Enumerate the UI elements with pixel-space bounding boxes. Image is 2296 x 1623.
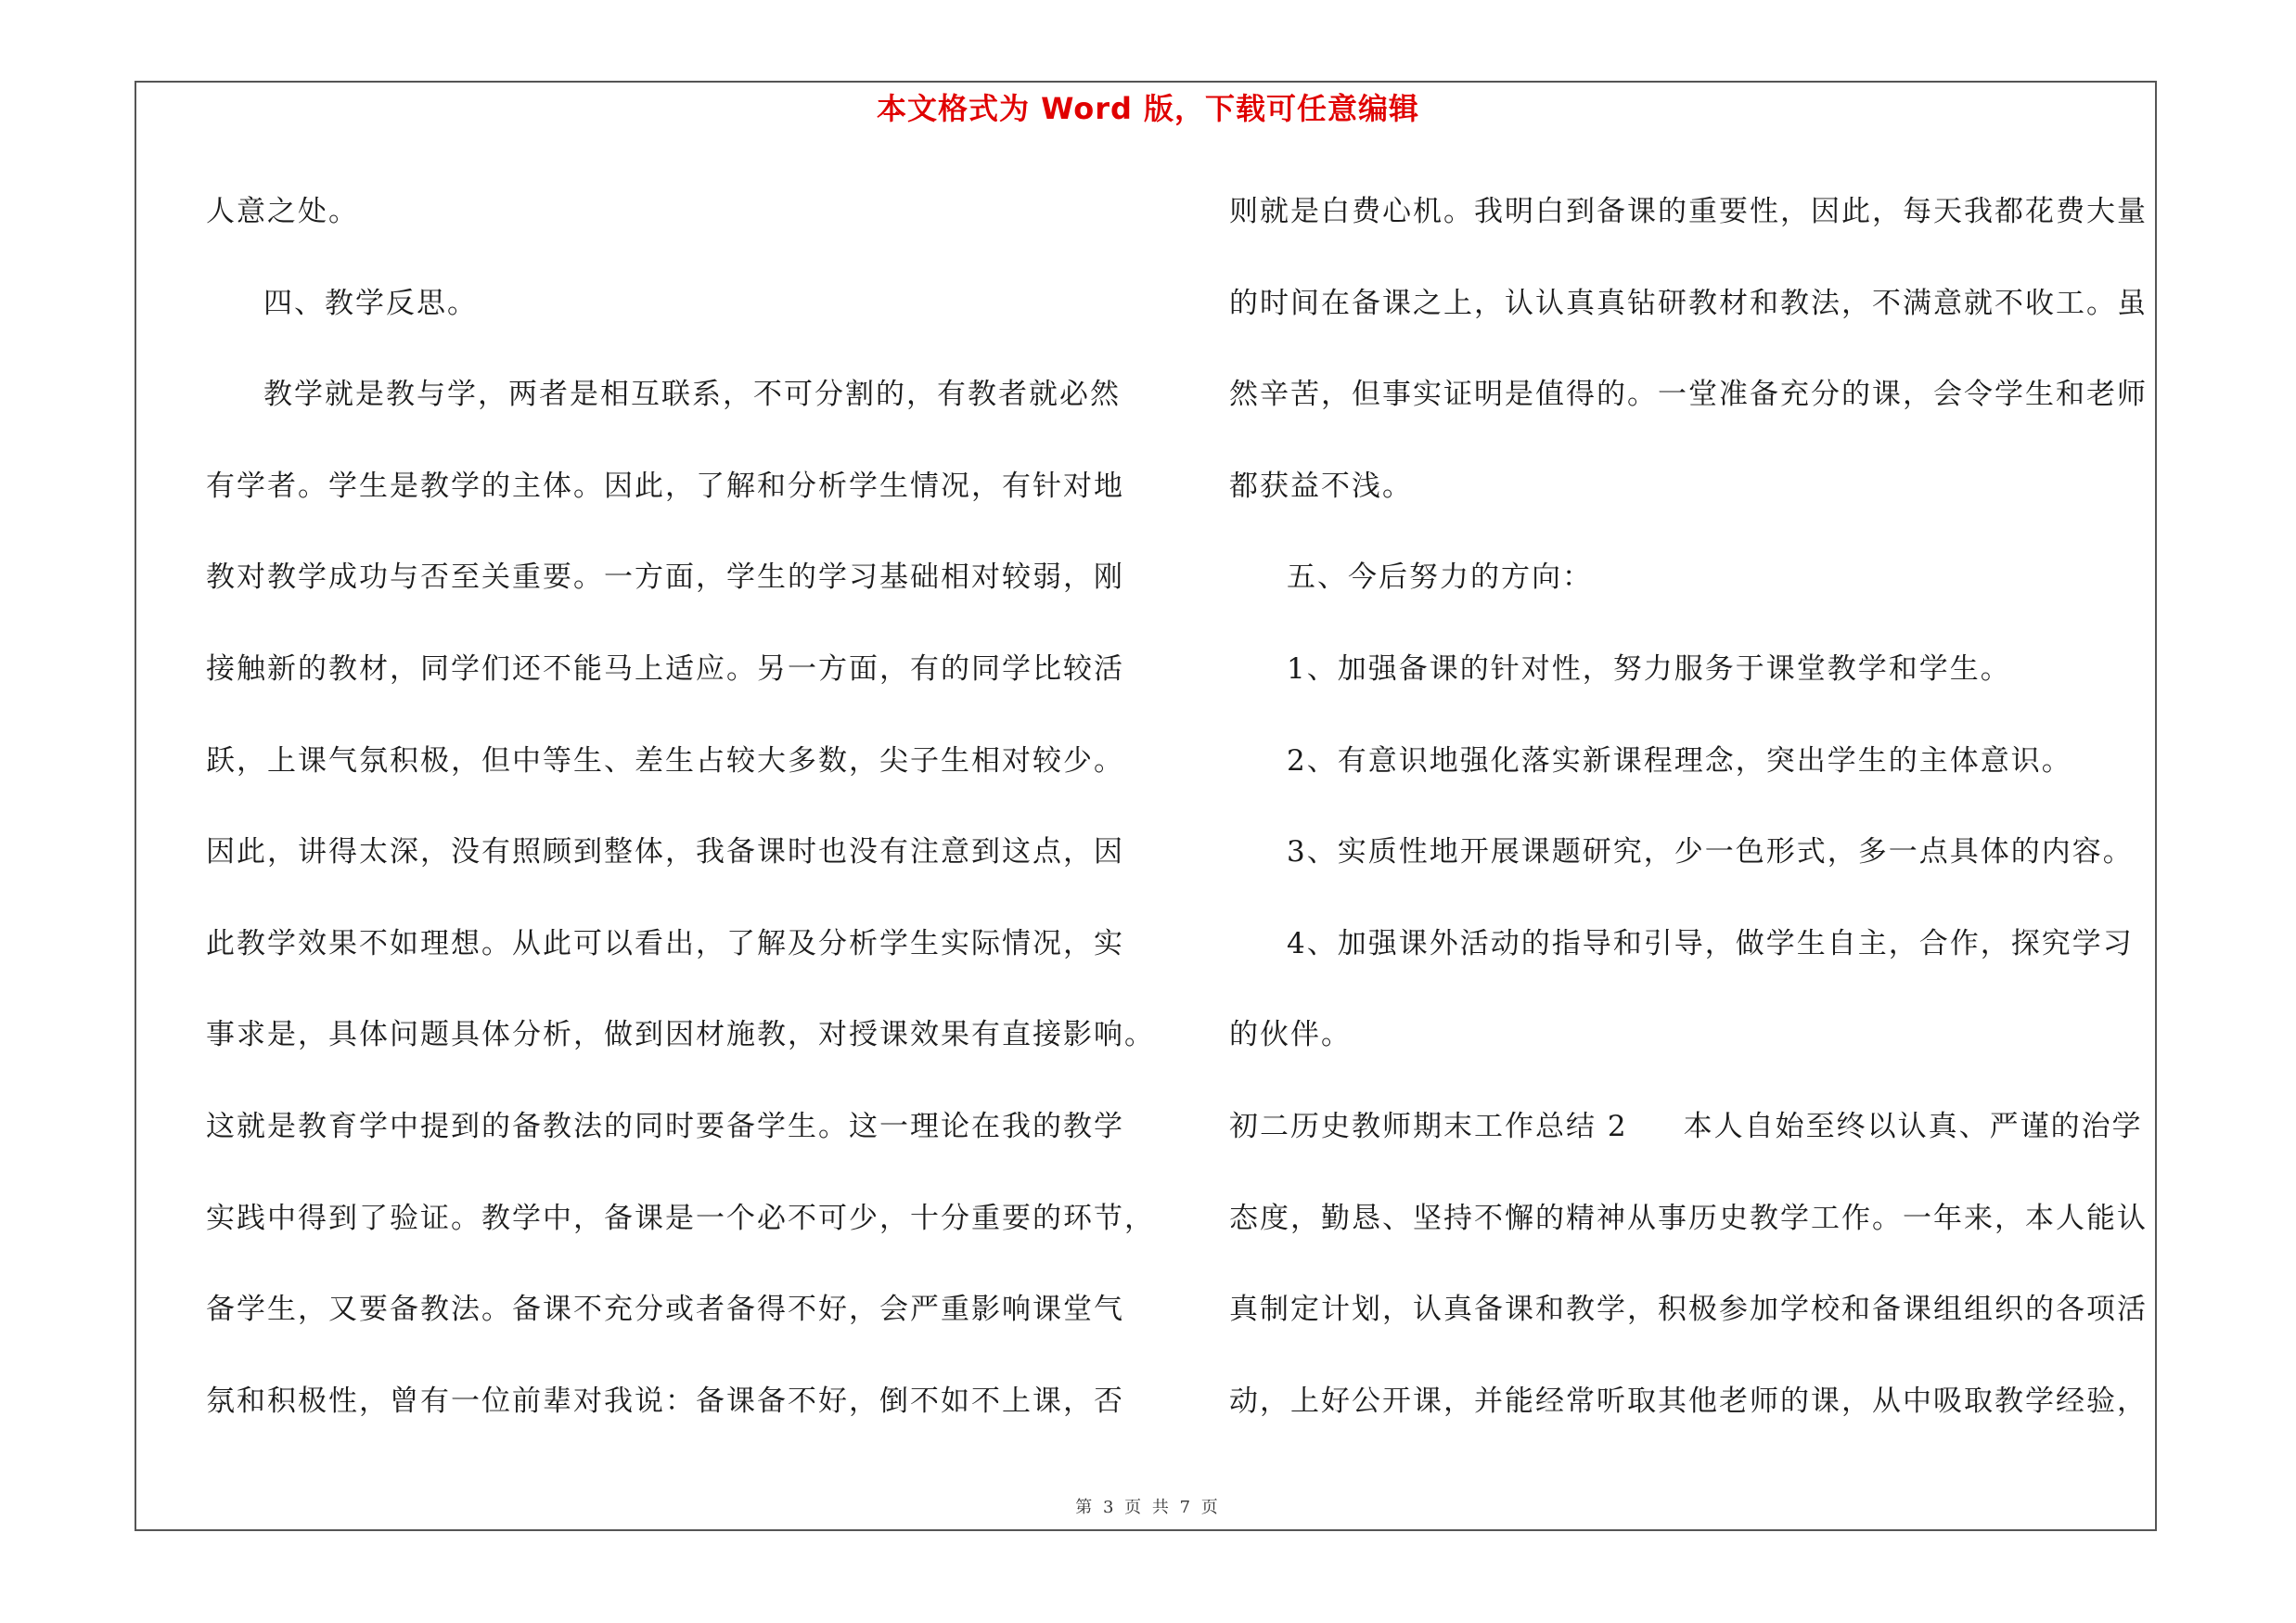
list-item: 2、有意识地强化落实新课程理念，突出学生的主体意识。 [1287,743,2072,778]
section-heading: 五、今后努力的方向： [1287,560,1593,595]
paragraph-line: 氛和积极性，曾有一位前辈对我说：备课备不好，倒不如不上课，否 [206,1384,1124,1418]
paragraph-start: 本人自始至终以认真、严谨的治学 [1683,1109,2143,1143]
paragraph-line: 态度，勤恳、坚持不懈的精神从事历史教学工作。一年来，本人能认 [1229,1201,2148,1235]
list-item: 1、加强备课的针对性，努力服务于课堂教学和学生。 [1287,651,2011,686]
right-column [1229,184,2157,1464]
paragraph-line: 真制定计划，认真备课和教学，积极参加学校和备课组组织的各项活 [1229,1293,2148,1327]
paragraph-line: 有学者。学生是教学的主体。因此，了解和分析学生情况，有针对地 [206,469,1124,503]
list-item: 3、实质性地开展课题研究，少一色形式，多一点具体的内容。 [1287,835,2134,869]
left-column [206,184,1155,1464]
list-item: 4、加强课外活动的指导和引导，做学生自主，合作，探究学习 [1287,926,2134,960]
header-banner: 本文格式为 Word 版，下载可任意编辑 [876,91,1420,126]
paragraph-line: 教学就是教与学，两者是相互联系，不可分割的，有教者就必然 [263,378,1121,412]
article-title: 初二历史教师期末工作总结 2 [1229,1109,1628,1143]
paragraph-line: 都获益不浅。 [1229,469,1413,503]
paragraph-line: 因此，讲得太深，没有照顾到整体，我备课时也没有注意到这点，因 [206,835,1124,869]
paragraph-line: 教对教学成功与否至关重要。一方面，学生的学习基础相对较弱，刚 [206,560,1124,595]
paragraph-line: 动，上好公开课，并能经常听取其他老师的课，从中吸取教学经验， [1229,1384,2148,1418]
paragraph-line: 事求是，具体问题具体分析，做到因材施教，对授课效果有直接影响。 [206,1018,1155,1052]
paragraph-line: 这就是教育学中提到的备教法的同时要备学生。这一理论在我的教学 [206,1109,1124,1143]
paragraph-line: 此教学效果不如理想。从此可以看出，了解及分析学生实际情况，实 [206,926,1124,960]
paragraph-line: 然辛苦，但事实证明是值得的。一堂准备充分的课，会令学生和老师 [1229,378,2148,412]
paragraph-line [1229,1099,2157,1191]
paragraph-line: 的伙伴。 [1229,1018,1352,1052]
paragraph-line: 人意之处。 [206,195,359,228]
paragraph-line: 跃，上课气氛积极，但中等生、差生占较大多数，尖子生相对较少。 [206,743,1124,778]
paragraph-line: 接触新的教材，同学们还不能马上适应。另一方面，有的同学比较活 [206,651,1124,686]
paragraph-line: 的时间在备课之上，认认真真钻研教材和教法，不满意就不收工。虽 [1229,286,2148,320]
paragraph-line: 则就是白费心机。我明白到备课的重要性，因此，每天我都花费大量 [1229,195,2148,228]
page-number: 第 3 页 共 7 页 [1075,1498,1221,1517]
paragraph-line: 实践中得到了验证。教学中，备课是一个必不可少，十分重要的环节， [206,1201,1155,1235]
paragraph-line: 备学生，又要备教法。备课不充分或者备得不好，会严重影响课堂气 [206,1293,1124,1327]
section-heading: 四、教学反思。 [263,286,478,320]
